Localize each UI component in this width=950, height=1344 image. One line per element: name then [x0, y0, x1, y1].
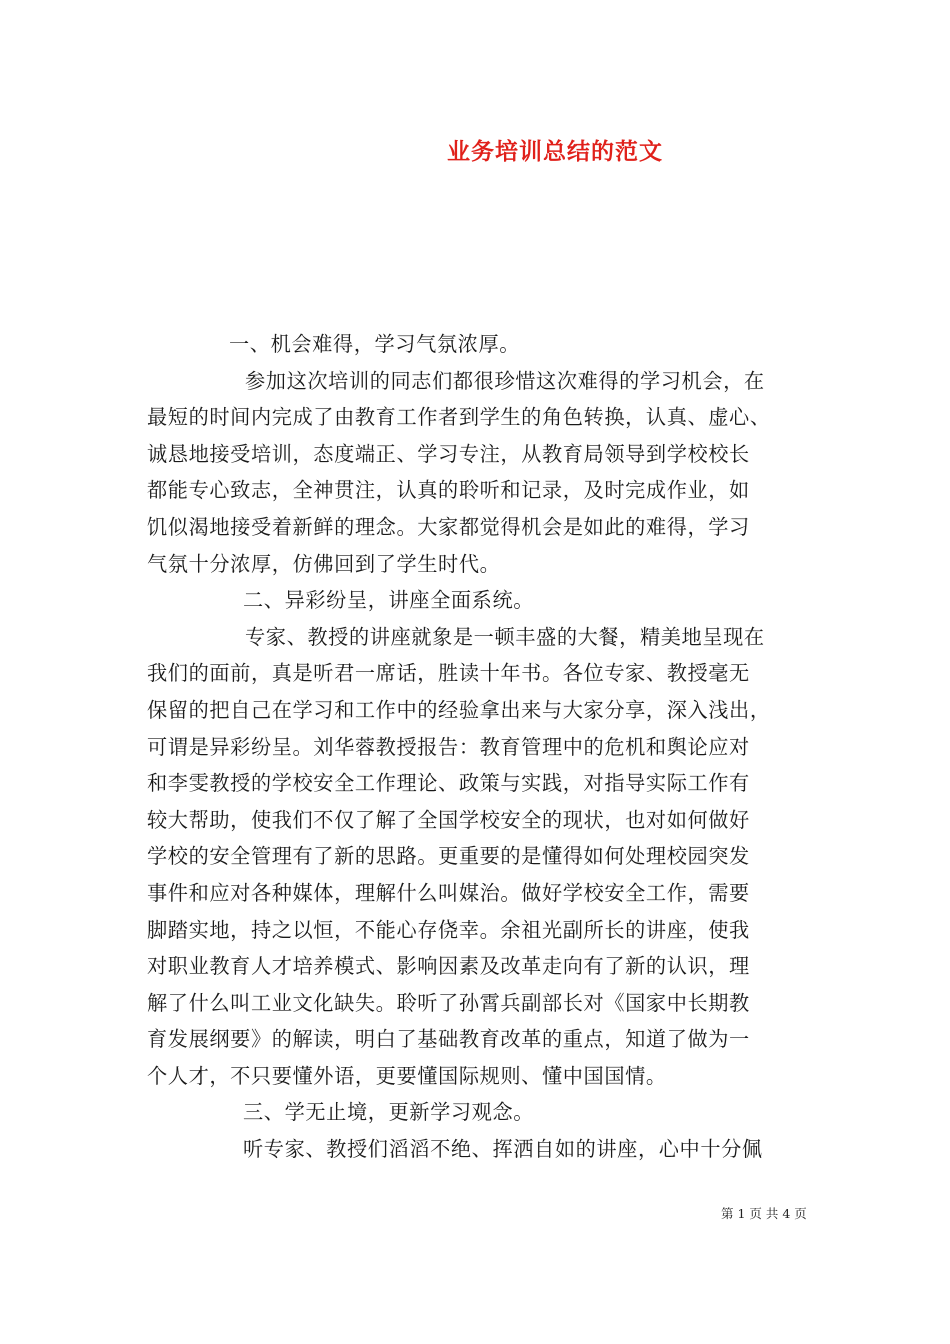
paragraph-line: 脚踏实地，持之以恒，不能心存侥幸。余祖光副所长的讲座，使我	[147, 917, 750, 942]
paragraph-line: 气氛十分浓厚，仿佛回到了学生时代。	[147, 551, 501, 576]
document-body	[147, 326, 812, 1168]
paragraph-line: 可谓是异彩纷呈。刘华蓉教授报告：教育管理中的危机和舆论应对	[147, 734, 750, 759]
paragraph-line: 解了什么叫工业文化缺失。聆听了孙霄兵副部长对《国家中长期教	[147, 990, 750, 1015]
section-heading-1: 一、机会难得，学习气氛浓厚。	[229, 332, 521, 356]
paragraph-line: 保留的把自己在学习和工作中的经验拿出来与大家分享，深入浅出，	[147, 697, 771, 722]
paragraph-line: 都能专心致志，全神贯注，认真的聆听和记录，及时完成作业，如	[147, 478, 750, 503]
paragraph-line: 最短的时间内完成了由教育工作者到学生的角色转换，认真、虚心、	[147, 405, 771, 430]
paragraph-line: 听专家、教授们滔滔不绝、挥洒自如的讲座，心中十分佩	[243, 1137, 763, 1162]
document-title: 业务培训总结的范文	[447, 138, 663, 165]
paragraph-line: 育发展纲要》的解读，明白了基础教育改革的重点，知道了做为一	[147, 1027, 750, 1052]
section-heading-2: 二、异彩纷呈，讲座全面系统。	[243, 588, 535, 613]
paragraph-line: 和李雯教授的学校安全工作理论、政策与实践，对指导实际工作有	[147, 771, 750, 796]
paragraph-line: 事件和应对各种媒体，理解什么叫媒治。做好学校安全工作，需要	[147, 880, 750, 905]
paragraph-line: 专家、教授的讲座就象是一顿丰盛的大餐，精美地呈现在	[245, 624, 765, 649]
paragraph-line: 个人才，不只要懂外语，更要懂国际规则、懂中国国情。	[147, 1063, 667, 1088]
paragraph-line: 学校的安全管理有了新的思路。更重要的是懂得如何处理校园突发	[147, 844, 750, 869]
paragraph-line: 较大帮助，使我们不仅了解了全国学校安全的现状，也对如何做好	[147, 807, 750, 832]
paragraph-line: 饥似渴地接受着新鲜的理念。大家都觉得机会是如此的难得，学习	[147, 514, 750, 539]
paragraph-line: 诚恳地接受培训，态度端正、学习专注，从教育局领导到学校校长	[147, 441, 750, 466]
paragraph-line: 对职业教育人才培养模式、影响因素及改革走向有了新的认识，理	[147, 954, 750, 979]
section-heading-3: 三、学无止境，更新学习观念。	[243, 1100, 535, 1125]
page-number-label: 第 1 页 共 4 页	[721, 1206, 807, 1221]
paragraph-line: 我们的面前，真是听君一席话，胜读十年书。各位专家、教授毫无	[147, 661, 750, 686]
paragraph-line: 参加这次培训的同志们都很珍惜这次难得的学习机会，在	[245, 368, 765, 393]
